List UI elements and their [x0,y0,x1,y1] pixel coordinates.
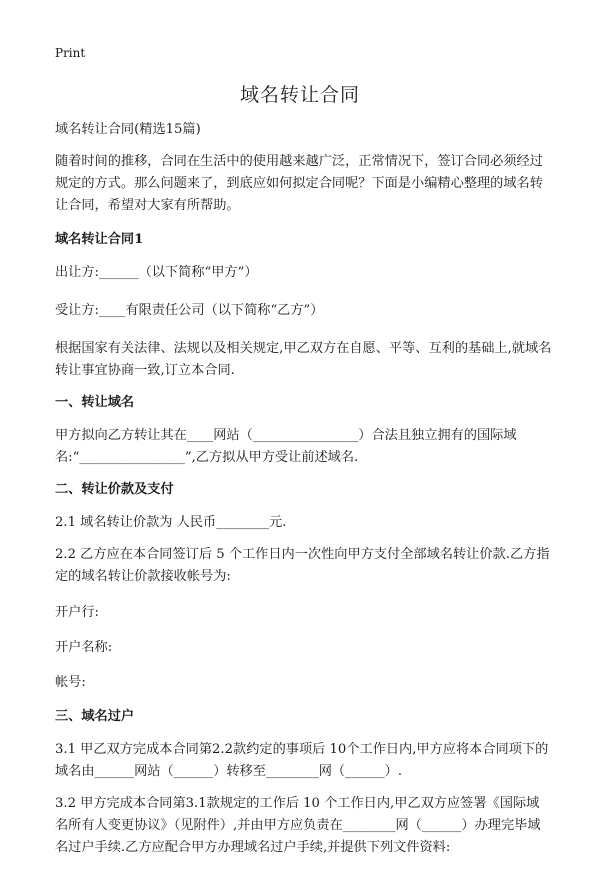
section3-heading: 三、域名过户 [55,709,135,724]
section2-1-paragraph: 2.1 域名转让价款为 人民币________元. [55,515,287,530]
page-title: 域名转让合同 [239,84,360,106]
section3-1-paragraph: 3.1 甲乙双方完成本合同第2.2款约定的事项后 10个工作日内,甲方应将本合同项下的域名由______网站（______）转移至________网（______）. [55,742,549,779]
party-b-line: 受让方:____有限责任公司（以下简称“乙方”） [55,303,324,318]
print-link[interactable]: Print [55,46,86,60]
account-number-label: 帐号: [55,675,86,690]
section1-paragraph: 甲方拟向乙方转让其在____网站（________________）合法且独立拥有的国际域名:“________________”,乙方拟从甲方受让前述域名. [55,428,517,465]
intro-paragraph: 随着时间的推移，合同在生活中的使用越来越广泛，正常情况下，签订合同必须经过规定的方式。那么问题来了，到底应如何拟定合同呢？下面是小编精心整理的域名转让合同，希望对大家有所帮助。 [55,154,543,213]
section3-2-paragraph: 3.2 甲方完成本合同第3.1款规定的工作后 10 个工作日内,甲乙双方应签署《国际域名所有人变更协议》（见附件）,并由甲方应负责在________网（______）办理完毕域名过户手续.乙方应配合甲方办理域名过户手续,并提供下列文件资料: [55,796,541,855]
document-subtitle: 域名转让合同(精选15篇) [55,122,201,137]
basis-paragraph: 根据国家有关法律、法规以及相关规定,甲乙双方在自愿、平等、互利的基础上,就域名转让事宜协商一致,订立本合同. [55,341,552,378]
section2-2-paragraph: 2.2 乙方应在本合同签订后 5 个工作日内一次性向甲方支付全部域名转让价款.乙方指定的域名转让价款接收帐号为: [55,547,550,584]
document-body [55,119,552,869]
section2-heading: 二、转让价款及支付 [55,482,174,497]
account-name-label: 开户名称: [55,640,113,655]
section1-heading: 一、转让域名 [55,395,135,410]
contract-heading: 域名转让合同1 [55,232,144,247]
party-a-line: 出让方:______（以下简称“甲方”） [55,265,258,280]
bank-label: 开户行: [55,605,100,620]
